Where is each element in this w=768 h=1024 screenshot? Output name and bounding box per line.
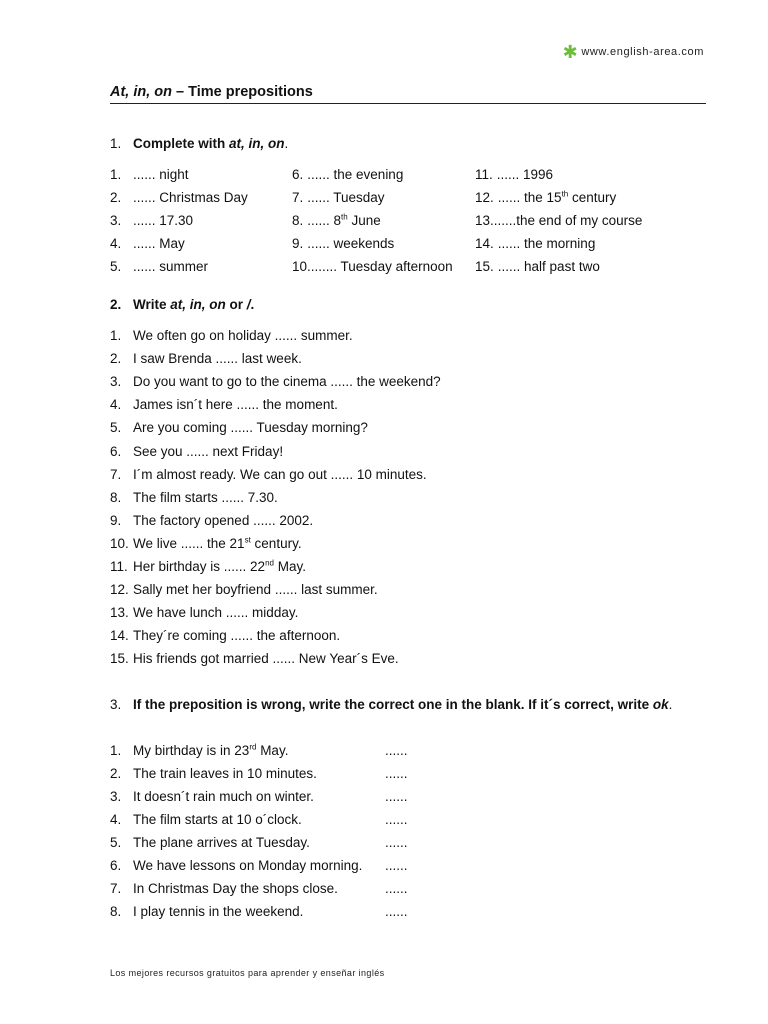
item-text: The train leaves in 10 minutes. (133, 766, 317, 781)
item-number: 5. (110, 420, 122, 436)
item-number: 8. (110, 489, 122, 505)
answer-blank: ...... (385, 835, 408, 850)
section-label: If the preposition is wrong, write the correct one in the blank. If it´s correct, write (133, 697, 653, 712)
item-number: 13. (110, 605, 129, 621)
item-number: 8. (110, 904, 122, 919)
item-text: His friends got married ...... New Year´s Eve. (133, 651, 399, 667)
item-number: 2. (110, 190, 122, 205)
item-text: Sally met her boyfriend ...... last summer. (133, 582, 378, 598)
item-text: They´re coming ...... the afternoon. (133, 628, 341, 644)
item-text: We have lessons on Monday morning. (133, 858, 363, 873)
list-item (110, 213, 193, 228)
item-text: ...... the evening (307, 167, 404, 182)
item-number: 4. (110, 397, 122, 413)
item-text: We live ...... the 21 (133, 535, 245, 551)
list-item (110, 420, 368, 435)
section-emphasis: at, in, on (229, 136, 285, 151)
list-item (110, 444, 283, 459)
item-number: 11. (475, 167, 493, 182)
list-item (110, 743, 288, 758)
item-text: The factory opened ...... 2002. (133, 512, 314, 528)
item-text: In Christmas Day the shops close. (133, 881, 338, 896)
item-text: ...... Tuesday (307, 190, 385, 205)
list-item (110, 904, 303, 919)
item-number: 1. (110, 328, 122, 343)
item-text: Do you want to go to the cinema ...... the weekend? (133, 374, 441, 390)
answer-blank: ...... (385, 743, 408, 758)
item-text-after: century. (250, 535, 302, 551)
item-number: 7. (292, 190, 304, 205)
item-number: 6. (292, 167, 304, 182)
list-item (110, 490, 278, 505)
item-number: 13. (475, 213, 494, 228)
section-label: Write (133, 297, 171, 312)
list-item (110, 812, 302, 827)
item-text: ...... 8 (307, 213, 342, 228)
item-number: 10. (292, 259, 311, 274)
item-text-after: May. (273, 559, 306, 574)
item-number: 7. (110, 466, 122, 482)
site-url (563, 43, 704, 61)
item-number: 7. (110, 881, 122, 896)
item-number: 12. (110, 582, 129, 598)
list-item (475, 190, 616, 205)
list-item (475, 213, 642, 228)
item-number: 3. (110, 789, 122, 804)
item-superscript: st (244, 535, 251, 545)
item-number: 2. (110, 766, 122, 781)
item-text: My birthday is in 23 (133, 743, 250, 758)
item-text: I play tennis in the weekend. (133, 904, 304, 919)
section-end: . (284, 136, 289, 151)
item-text: We have lunch ...... midday. (133, 605, 299, 621)
item-text: ...... the 15 (497, 190, 562, 205)
item-number: 6. (110, 443, 122, 459)
star-logo-icon: ✱ (562, 42, 579, 62)
item-superscript: th (561, 189, 569, 199)
item-number: 5. (110, 259, 122, 274)
section-emphasis: ok (652, 697, 669, 712)
list-item (110, 858, 362, 873)
list-item (475, 167, 553, 182)
item-text: Her birthday is ...... 22 (133, 559, 266, 574)
list-item (110, 789, 314, 804)
answer-blank: ...... (385, 881, 408, 896)
list-item (110, 651, 399, 666)
section-end: . (668, 697, 673, 712)
list-item (110, 536, 302, 551)
item-text: Are you coming ...... Tuesday morning? (133, 420, 368, 436)
list-item (110, 605, 298, 620)
list-item (110, 328, 353, 343)
item-text: ...... night (133, 167, 189, 182)
item-number: 9. (292, 236, 304, 251)
item-number: 4. (110, 812, 122, 827)
item-superscript: rd (249, 742, 257, 752)
list-item (110, 397, 338, 412)
item-number: 3. (110, 374, 122, 390)
item-text: ...... summer (133, 259, 209, 274)
answer-blank: ...... (385, 812, 408, 827)
item-text: I saw Brenda ...... last week. (133, 351, 302, 367)
item-text-after: century (568, 190, 617, 205)
item-number: 9. (110, 512, 122, 528)
item-number: 2. (110, 351, 122, 367)
title-rest: – Time prepositions (172, 84, 313, 100)
item-text: James isn´t here ...... the moment. (133, 397, 338, 413)
list-item (110, 835, 310, 850)
list-item (110, 559, 306, 574)
item-text: ...... 1996 (496, 167, 554, 182)
footer-text: Los mejores recursos gratuitos para aprender y enseñar inglés (110, 968, 385, 978)
list-item (110, 628, 340, 643)
item-text: The plane arrives at Tuesday. (133, 835, 310, 850)
item-text: ......the end of my course (493, 213, 643, 228)
item-number: 15. (110, 651, 129, 667)
answer-blank: ...... (385, 904, 408, 919)
list-item (110, 374, 441, 389)
list-item (292, 190, 385, 205)
answer-blank: ...... (385, 858, 408, 873)
item-superscript: nd (265, 558, 274, 568)
list-item (110, 190, 248, 205)
item-text-after: May. (256, 743, 289, 758)
item-text: ....... Tuesday afternoon (310, 259, 453, 274)
item-text: ...... half past two (497, 259, 600, 274)
list-item (110, 236, 185, 251)
item-text: ...... the morning (497, 236, 596, 251)
item-number: 8. (292, 213, 304, 228)
item-text: See you ...... next Friday! (133, 443, 284, 459)
item-number: 1. (110, 167, 122, 182)
item-text: The film starts ...... 7.30. (133, 489, 278, 505)
item-text: It doesn´t rain much on winter. (133, 789, 314, 804)
list-item (475, 259, 600, 274)
title-italic: At, in, on (110, 84, 173, 100)
item-number: 5. (110, 835, 122, 850)
list-item (292, 236, 394, 251)
section-number: 1. (110, 136, 122, 151)
item-number: 14. (110, 628, 129, 644)
section2-heading (110, 297, 254, 312)
section-emphasis-2: / (246, 297, 251, 312)
item-text: The film starts at 10 o´clock. (133, 812, 302, 827)
item-number: 12. (475, 190, 494, 205)
answer-blank: ...... (385, 766, 408, 781)
list-item (110, 467, 427, 482)
item-superscript: th (341, 212, 348, 222)
item-number: 3. (110, 213, 122, 228)
item-text: We often go on holiday ...... summer. (133, 328, 353, 343)
list-item (110, 259, 208, 274)
item-number: 15. (475, 259, 494, 274)
item-number: 4. (110, 236, 122, 251)
list-item (110, 881, 338, 896)
section1-heading (110, 136, 288, 151)
section-number: 2. (110, 297, 122, 312)
page-title (110, 84, 706, 104)
item-text: I´m almost ready. We can go out ...... 10 minutes. (133, 466, 427, 482)
item-number: 10. (110, 535, 129, 551)
section-label: Complete with (133, 136, 230, 151)
section-end: . (250, 297, 255, 312)
list-item (292, 213, 381, 228)
item-text: ...... 17.30 (133, 213, 194, 228)
item-text: ...... weekends (307, 236, 395, 251)
list-item (110, 582, 378, 597)
list-item (292, 259, 453, 274)
list-item (110, 513, 313, 528)
item-number: 6. (110, 858, 122, 873)
list-item (110, 766, 317, 781)
section-emphasis: at, in, on (170, 297, 226, 312)
item-text: ...... Christmas Day (133, 190, 248, 205)
section-mid: or (225, 297, 247, 312)
item-text-after: June (347, 213, 381, 228)
list-item (475, 236, 595, 251)
item-number: 11. (110, 559, 128, 574)
item-number: 1. (110, 743, 122, 758)
list-item (110, 351, 302, 366)
list-item (110, 167, 189, 182)
section3-heading (110, 697, 672, 712)
item-text: ...... May (133, 236, 185, 251)
site-url-text: www.english-area.com (581, 46, 704, 58)
list-item (292, 167, 403, 182)
item-number: 14. (475, 236, 494, 251)
answer-blank: ...... (385, 789, 408, 804)
section-number: 3. (110, 697, 122, 712)
